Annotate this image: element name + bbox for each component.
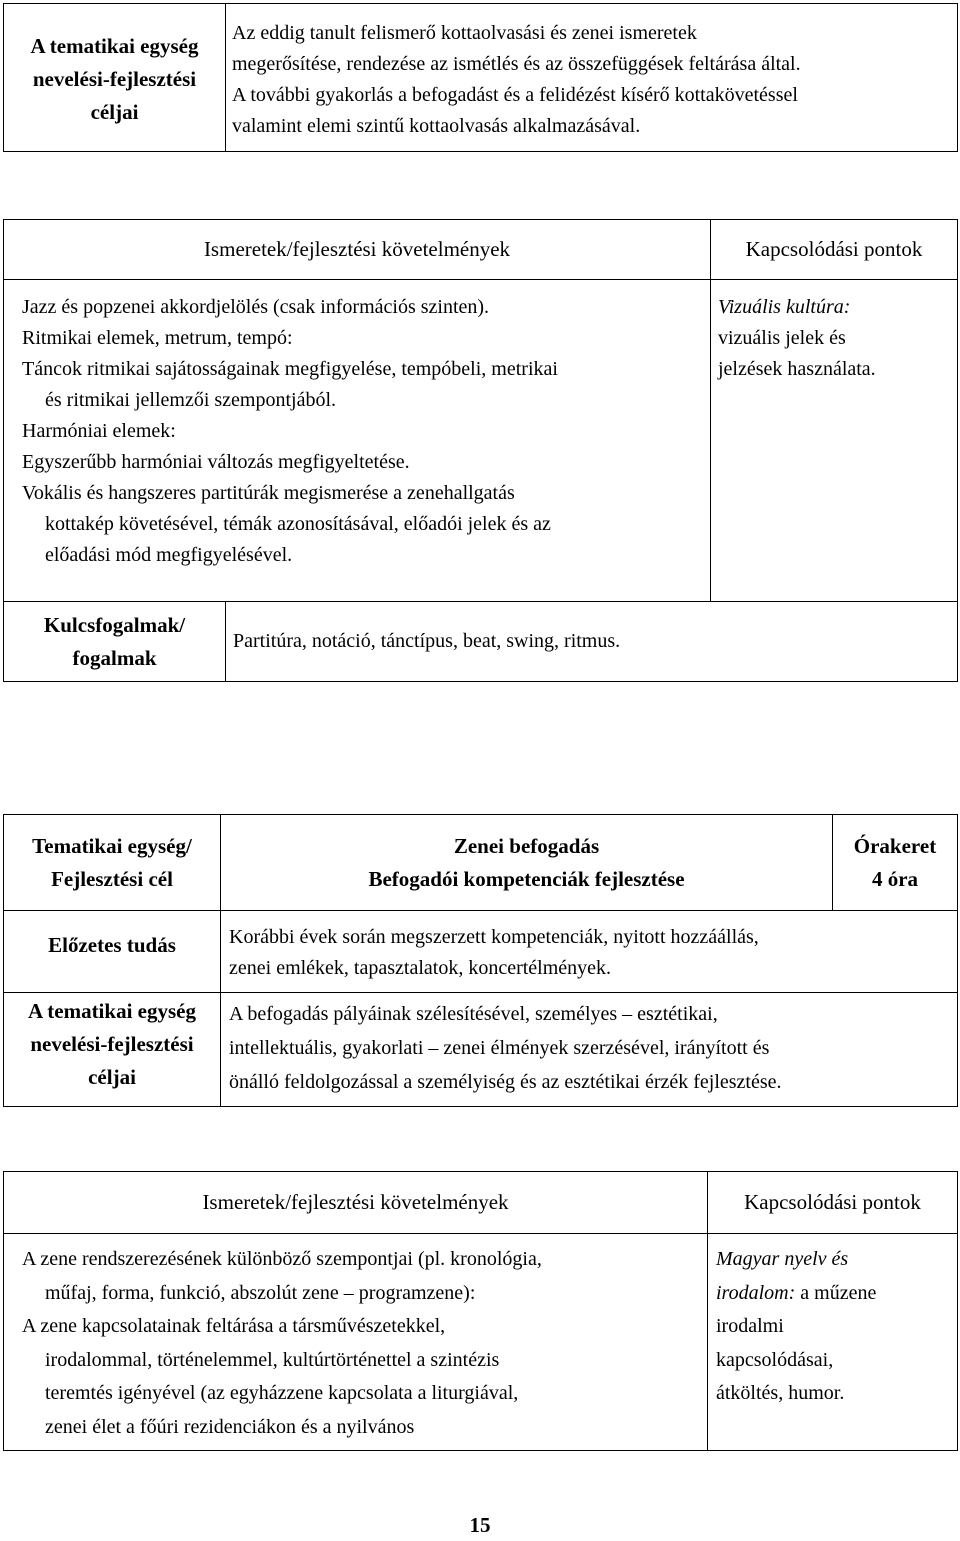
goals-text-2 [221,993,958,1107]
unit-title-line: Zenei befogadás [453,833,600,858]
goals-text-line: megerősítése, rendezése az ismétlés és az összefüggések feltárása által. [232,53,801,75]
goals-text-line: A befogadás pályáinak szélesítésével, személyes – esztétikai, [229,1003,718,1025]
requirement-line: Harmóniai elemek: [22,420,176,442]
links-tail: a műzene [795,1281,877,1304]
prior-knowledge-label: Előzetes tudás [4,911,221,993]
links-line: kapcsolódásai, [716,1348,834,1371]
prior-knowledge-text [221,911,958,993]
requirements-list [4,280,711,602]
links-line: átköltés, humor. [716,1382,845,1404]
goals-text-line: A további gyakorlás a befogadást és a felidézést kísérő kottakövetéssel [232,84,798,106]
requirement-line: zenei élet a főúri rezidenciákon és a nyilvános [45,1415,415,1438]
requirement-line: Jazz és popzenei akkordjelölés (csak információs szinten). [22,296,490,318]
requirement-line: Ritmikai elemek, metrum, tempó: [22,327,293,349]
requirement-line: műfaj, forma, funkció, abszolút zene – programzene): [45,1281,476,1304]
goals-label-1 [4,4,226,152]
unit-label-line: Fejlesztési cél [51,866,173,891]
keywords-label [4,602,226,682]
page-number: 15 [469,1513,491,1537]
unit-label [4,815,221,911]
requirement-line: előadási mód megfigyelésével. [45,544,293,566]
hours-label-line: 4 óra [871,866,919,891]
requirement-line: A zene kapcsolatainak feltárása a társművészetekkel, [22,1315,446,1337]
links-header: Kapcsolódási pontok [711,220,958,280]
hours-label-line: Órakeret [853,833,937,858]
keywords-text: Partitúra, notáció, tánctípus, beat, swing, ritmus. [226,602,958,682]
links-subject: Vizuális kultúra: [718,296,851,318]
requirements-header: Ismeretek/fejlesztési követelmények [4,220,711,280]
links-cell [711,280,958,602]
unit-title-line: Befogadói kompetenciák fejlesztése [368,866,685,891]
goals-text-line: Az eddig tanult felismerő kottaolvasási és zenei ismeretek [232,22,697,44]
goals-label-line: céljai [90,100,139,124]
requirement-line: Táncok ritmikai sajátosságainak megfigyelése, tempóbeli, metrikai [22,358,558,380]
prior-knowledge-line: zenei emlékek, tapasztalatok, koncertélmények. [229,957,612,979]
goals-text-line: valamint elemi szintű kottaolvasás alkalmazásával. [232,115,641,137]
requirement-line: A zene rendszerezésének különböző szempontjai (pl. kronológia, [22,1248,542,1270]
goals-label-line: A tematikai egység [30,34,199,58]
goals-label-2 [4,993,221,1107]
unit-title [221,815,833,911]
goals-label-line: nevelési-fejlesztési [30,1032,194,1056]
requirements-list [4,1234,708,1451]
goals-label-line: A tematikai egység [28,999,196,1023]
goals-label-line: nevelési-fejlesztési [32,67,197,91]
requirement-line: Vokális és hangszeres partitúrák megismerése a zenehallgatás [22,482,515,504]
links-subject: irodalom: [716,1281,796,1304]
links-line: Magyar nyelv és [716,1248,849,1270]
links-header: Kapcsolódási pontok [708,1172,958,1234]
goals-table-1 [3,3,958,152]
keywords-label-line: Kulcsfogalmak/ [43,612,186,637]
requirement-line: teremtés igényével (az egyházzene kapcsolata a liturgiával, [45,1382,519,1404]
links-line [716,1277,951,1311]
links-line: vizuális jelek és [718,327,846,349]
goals-text-line: önálló feldolgozással a személyiség és az esztétikai érzék fejlesztése. [229,1071,782,1093]
requirement-line: kottakép követésével, témák azonosításával, előadói jelek és az [45,513,551,535]
goals-text-line: intellektuális, gyakorlati – zenei élmények szerzésével, irányított és [229,1037,770,1059]
requirement-line: és ritmikai jellemzői szempontjából. [45,389,337,411]
hours-label [833,815,958,911]
requirements-header: Ismeretek/fejlesztési követelmények [4,1172,708,1234]
links-line: jelzések használata. [718,358,876,380]
unit-label-line: Tematikai egység/ [32,833,192,858]
requirements-table-1 [3,219,958,682]
goals-label-line: céljai [88,1065,136,1089]
keywords-label-line: fogalmak [72,645,157,670]
prior-knowledge-line: Korábbi évek során megszerzett kompetenciák, nyitott hozzáállás, [229,926,759,948]
unit-table-2 [3,814,958,1107]
requirement-line: Egyszerűbb harmóniai változás megfigyeltetése. [22,451,410,473]
requirement-line: irodalommal, történelemmel, kultúrtörténettel a szintézis [45,1348,500,1371]
links-cell [708,1234,958,1451]
links-line: irodalmi [716,1315,784,1337]
goals-text-1 [226,4,958,152]
requirements-table-3 [3,1171,958,1451]
